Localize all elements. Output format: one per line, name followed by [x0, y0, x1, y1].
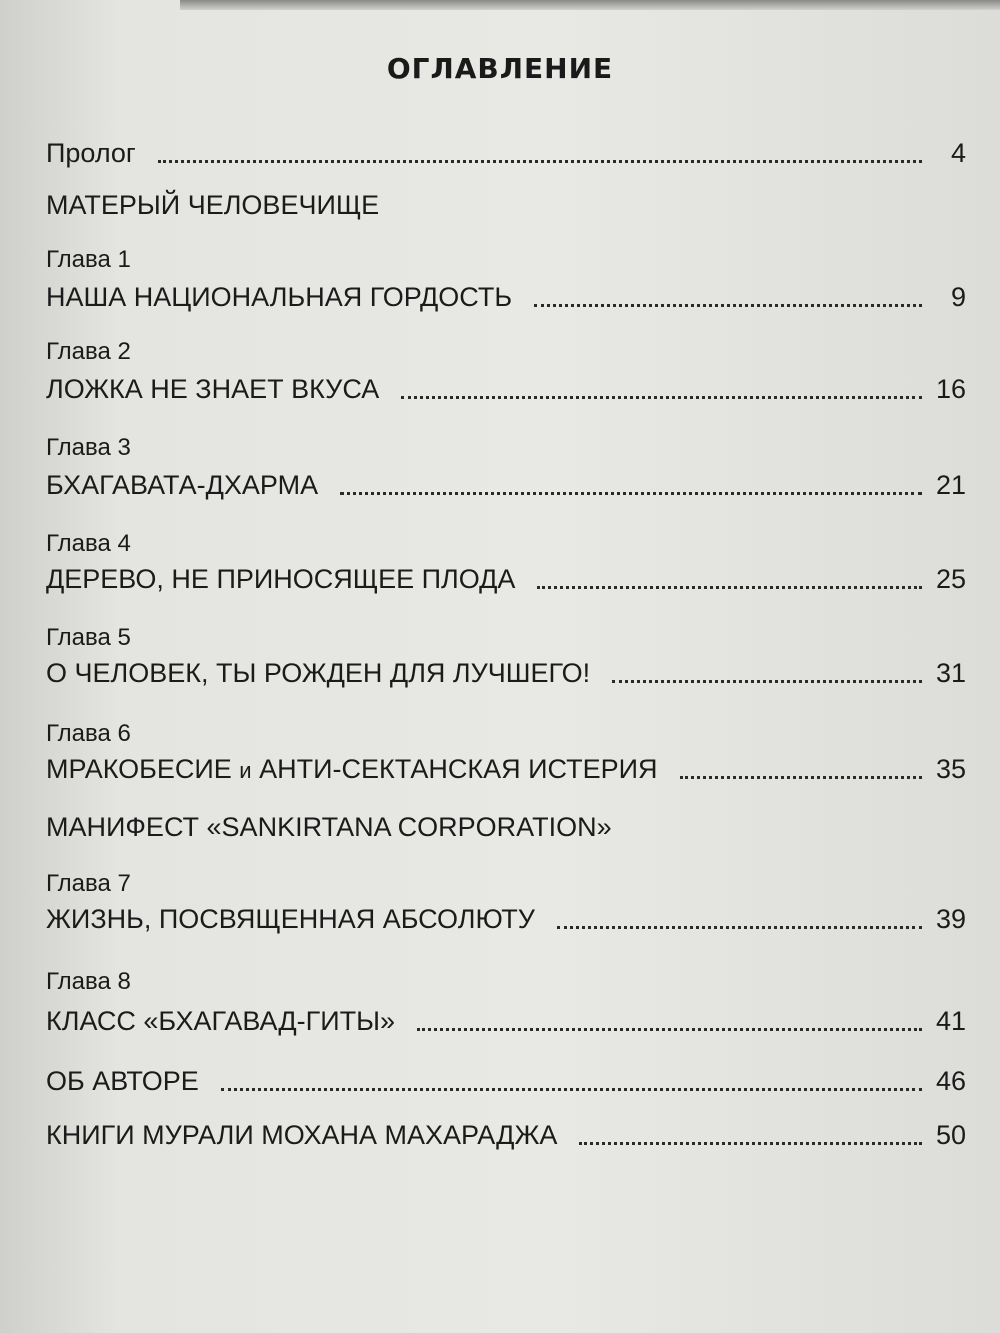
chapter-label: Глава 4	[46, 530, 131, 557]
toc-entry-chapter-2	[46, 374, 966, 405]
toc-page-number: 50	[935, 1120, 966, 1150]
toc-title-part: МРАКОБЕСИЕ	[46, 754, 232, 784]
toc-page-number: 4	[950, 138, 966, 168]
toc-entry-title: НАША НАЦИОНАЛЬНАЯ ГОРДОСТЬ	[46, 282, 513, 312]
toc-entry-about	[46, 1066, 966, 1097]
toc-entry-chapter-7	[46, 904, 966, 935]
toc-page-number: 39	[935, 904, 966, 934]
chapter-label: Глава 1	[46, 246, 131, 273]
toc-page-number: 46	[935, 1066, 966, 1096]
dot-leader	[557, 926, 922, 929]
toc-entry-prologue	[46, 138, 966, 169]
dot-leader	[401, 396, 922, 399]
toc-entry-chapter-8	[46, 1006, 966, 1037]
toc-entry-books	[46, 1120, 966, 1151]
chapter-label: Глава 5	[46, 624, 131, 651]
part-header: МАТЕРЫЙ ЧЕЛОВЕЧИЩЕ	[46, 190, 380, 220]
dot-leader	[221, 1088, 922, 1091]
toc-title-conjunction: и	[239, 758, 252, 783]
toc-entry-chapter-6	[46, 754, 966, 785]
toc-entry-title: КЛАСС «БХАГАВАД-ГИТЫ»	[46, 1006, 396, 1036]
dot-leader	[534, 304, 922, 307]
dot-leader	[417, 1028, 922, 1031]
toc-page-number: 25	[935, 564, 966, 594]
toc-entry-title: БХАГАВАТА-ДХАРМА	[46, 470, 319, 500]
toc-page-number: 41	[935, 1006, 966, 1036]
dot-leader	[612, 680, 922, 683]
part-header: МАНИФЕСТ «SANKIRTANA CORPORATION»	[46, 812, 612, 842]
chapter-label: Глава 2	[46, 338, 131, 365]
toc-entry-chapter-5	[46, 658, 966, 689]
toc-entry-title: О ЧЕЛОВЕК, ТЫ РОЖДЕН ДЛЯ ЛУЧШЕГО!	[46, 658, 591, 688]
page-title: ОГЛАВЛЕНИЕ	[386, 52, 614, 85]
dot-leader	[537, 586, 922, 589]
page-edge-shadow	[180, 0, 1000, 10]
dot-leader	[680, 776, 922, 779]
chapter-label: Глава 6	[46, 720, 131, 747]
chapter-label: Глава 7	[46, 870, 131, 897]
toc-entry-title: КНИГИ МУРАЛИ МОХАНА МАХАРАДЖА	[46, 1120, 558, 1150]
toc-page-number: 9	[950, 282, 966, 312]
toc-page-number: 31	[935, 658, 966, 688]
toc-page-number: 16	[935, 374, 966, 404]
toc-entry-chapter-3	[46, 470, 966, 501]
toc-entry-chapter-1	[46, 282, 966, 313]
chapter-label: Глава 8	[46, 968, 131, 995]
toc-entry-title: Пролог	[46, 138, 136, 168]
toc-entry-title: ОБ АВТОРЕ	[46, 1066, 199, 1096]
dot-leader	[579, 1142, 922, 1145]
toc-entry-title	[46, 754, 658, 785]
toc-title-part: АНТИ-СЕКТАНСКАЯ ИСТЕРИЯ	[259, 754, 658, 784]
toc-entry-title: ЛОЖКА НЕ ЗНАЕТ ВКУСА	[46, 374, 380, 404]
toc-page-number: 21	[935, 470, 966, 500]
toc-entry-title: ЖИЗНЬ, ПОСВЯЩЕННАЯ АБСОЛЮТУ	[46, 904, 535, 934]
dot-leader	[340, 492, 922, 495]
toc-entry-title: ДЕРЕВО, НЕ ПРИНОСЯЩЕЕ ПЛОДА	[46, 564, 516, 594]
toc-entry-chapter-4	[46, 564, 966, 595]
chapter-label: Глава 3	[46, 434, 131, 461]
toc-page-number: 35	[935, 754, 966, 784]
dot-leader	[158, 160, 922, 163]
